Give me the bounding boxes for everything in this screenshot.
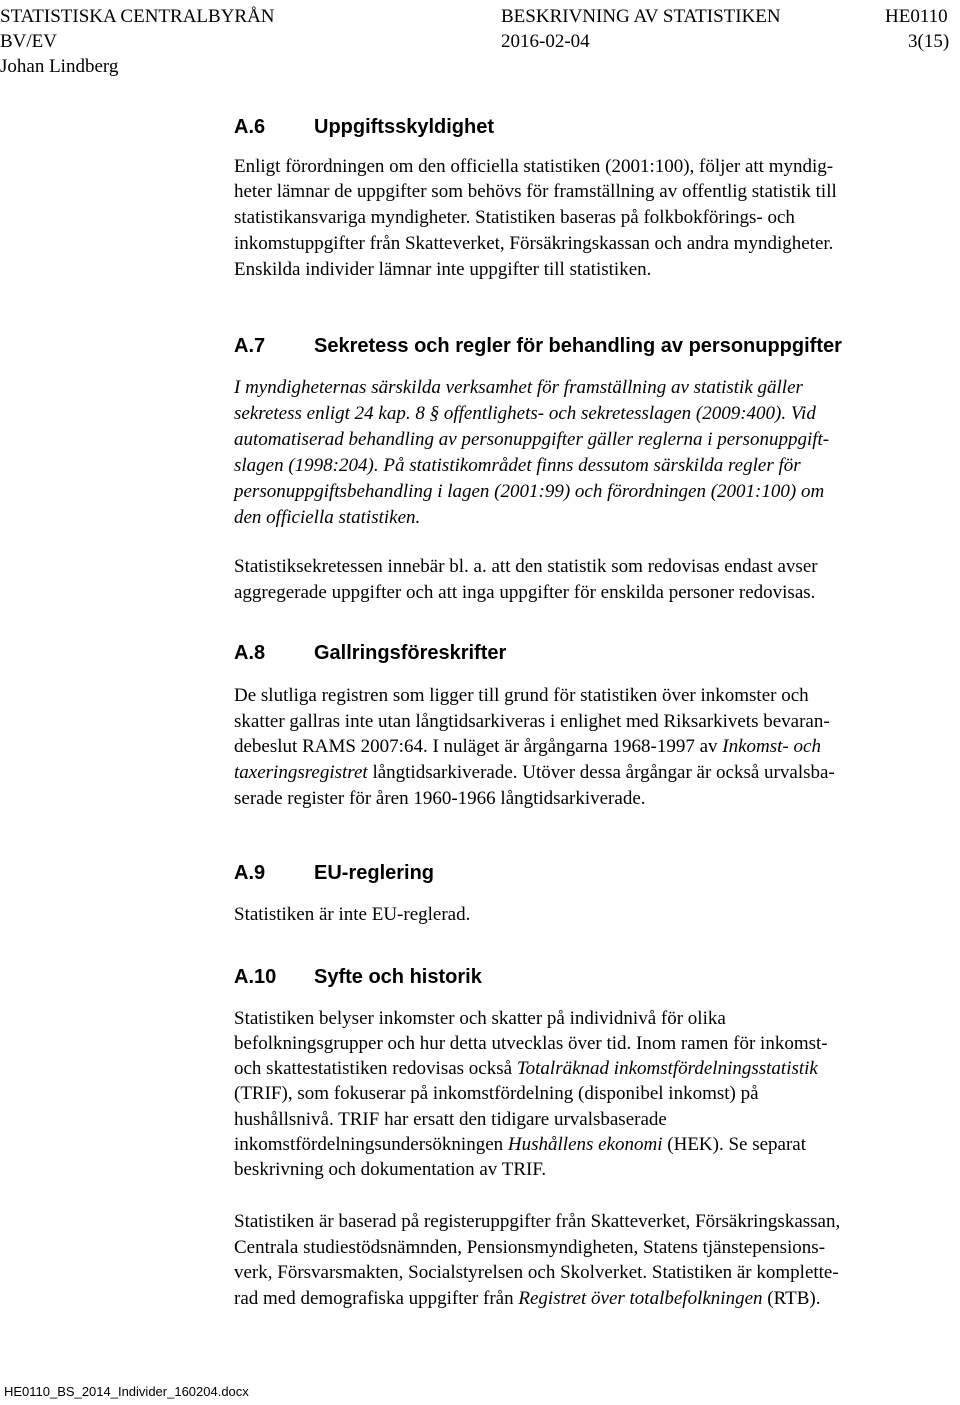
a10-p2-line-4-italic: Registret över totalbefolkningen: [518, 1288, 763, 1309]
header-org: STATISTISKA CENTRALBYRÅN: [0, 6, 275, 27]
a7-line-2: aggregerade uppgifter och att inga uppgifter för enskilda personer redovisas.: [234, 582, 816, 603]
a9-line-1: Statistiken är inte EU-reglerad.: [234, 904, 471, 925]
a10-p1-line-4: (TRIF), som fokuserar på inkomstfördelning (disponibel inkomst) på: [234, 1083, 759, 1104]
section-title-a8: Gallringsföreskrifter: [314, 642, 507, 664]
a10-p1-line-3-text: och skattestatistiken redovisas också: [234, 1058, 517, 1079]
a10-p1-line-1: Statistiken belyser inkomster och skatter på individnivå för olika: [234, 1008, 726, 1029]
section-title-a6: Uppgiftsskyldighet: [314, 116, 495, 138]
a10-p2-line-4-text-b: (RTB).: [762, 1288, 821, 1309]
header-doc-type: BESKRIVNING AV STATISTIKEN: [501, 6, 781, 27]
section-number-a6: A.6: [234, 116, 266, 138]
a8-line-4-text: långtidsarkiverade. Utöver dessa årgångar är också urvalsba-: [367, 762, 835, 783]
header-page: 3(15): [908, 31, 950, 52]
header-author: Johan Lindberg: [0, 56, 119, 77]
a10-p1-line-6-text-b: (HEK). Se separat: [662, 1134, 807, 1155]
a10-p1-line-7: beskrivning och dokumentation av TRIF.: [234, 1159, 547, 1180]
a7-italic-line-3: automatiserad behandling av personuppgifter gäller reglerna i personuppgift-: [234, 429, 830, 450]
a7-italic-line-4: slagen (1998:204). På statistikområdet finns dessutom särskilda regler för: [234, 455, 801, 476]
a6-line-2: heter lämnar de uppgifter som behövs för framställning av offentlig statistik till: [234, 181, 837, 202]
a8-line-5: serade register för åren 1960-1966 långtidsarkiverade.: [234, 788, 646, 809]
a6-line-4: inkomstuppgifter från Skatteverket, Försäkringskassan och andra myndigheter.: [234, 233, 834, 254]
a10-p1-line-6: [234, 1133, 806, 1157]
a8-line-4: [234, 761, 835, 785]
a10-p2-line-1: Statistiken är baserad på registeruppgifter från Skatteverket, Försäkringskassan,: [234, 1211, 841, 1232]
a8-line-3-text: debeslut RAMS 2007:64. I nuläget är årgångarna 1968-1997 av: [234, 736, 723, 757]
a10-p2-line-2: Centrala studiestödsnämnden, Pensionsmyndigheten, Statens tjänstepensions-: [234, 1237, 826, 1258]
footer-filename: HE0110_BS_2014_Individer_160204.docx: [4, 1384, 249, 1399]
a7-italic-line-1: I myndigheternas särskilda verksamhet för framställning av statistik gäller: [234, 377, 803, 398]
section-title-a7: Sekretess och regler för behandling av personuppgifter: [314, 335, 842, 357]
a7-italic-line-5: personuppgiftsbehandling i lagen (2001:99) och förordningen (2001:100) om: [234, 481, 825, 502]
section-number-a8: A.8: [234, 642, 266, 664]
a10-p2-line-3: verk, Försvarsmakten, Socialstyrelsen och Skolverket. Statistiken är komplette-: [234, 1262, 839, 1283]
a10-p1-line-6-italic: Hushållens ekonomi: [507, 1134, 663, 1155]
a8-line-3: [234, 735, 821, 759]
a10-p1-line-6-text-a: inkomstfördelningsundersökningen: [234, 1134, 508, 1155]
section-number-a10: A.10: [234, 966, 277, 988]
a8-line-2: skatter gallras inte utan långtidsarkiveras i enlighet med Riksarkivets bevaran-: [234, 711, 830, 732]
a7-italic-line-6: den officiella statistiken.: [234, 507, 421, 528]
a6-line-1: Enligt förordningen om den officiella statistiken (2001:100), följer att myndig-: [234, 156, 834, 177]
header-unit: BV/EV: [0, 31, 57, 52]
section-number-a9: A.9: [234, 862, 266, 884]
section-number-a7: A.7: [234, 335, 266, 357]
a10-p1-line-3-italic: Totalräknad inkomstfördelningsstatistik: [516, 1058, 818, 1079]
a10-p1-line-2: befolkningsgrupper och hur detta utvecklas över tid. Inom ramen för inkomst-: [234, 1033, 828, 1054]
a7-line-1: Statistiksekretessen innebär bl. a. att den statistik som redovisas endast avser: [234, 556, 818, 577]
a8-line-1: De slutliga registren som ligger till grund för statistiken över inkomster och: [234, 685, 809, 706]
a10-p2-line-4: [234, 1287, 820, 1311]
a8-line-4-italic: taxeringsregistret: [234, 762, 368, 783]
section-title-a10: Syfte och historik: [314, 966, 482, 988]
a10-p1-line-5: hushållsnivå. TRIF har ersatt den tidigare urvalsbaserade: [234, 1109, 667, 1130]
a6-line-5: Enskilda individer lämnar inte uppgifter till statistiken.: [234, 259, 652, 280]
section-title-a9: EU-reglering: [314, 862, 435, 884]
a8-line-3-italic: Inkomst- och: [722, 736, 821, 757]
a10-p1-line-3: [234, 1057, 818, 1081]
a10-p2-line-4-text-a: rad med demografiska uppgifter från: [234, 1288, 519, 1309]
a7-italic-line-2: sekretess enligt 24 kap. 8 § offentlighets- och sekretesslagen (2009:400). Vid: [234, 403, 816, 424]
header-date: 2016-02-04: [501, 31, 590, 52]
header-doc-code: HE0110: [885, 6, 948, 27]
a6-line-3: statistikansvariga myndigheter. Statistiken baseras på folkbokförings- och: [234, 207, 795, 228]
